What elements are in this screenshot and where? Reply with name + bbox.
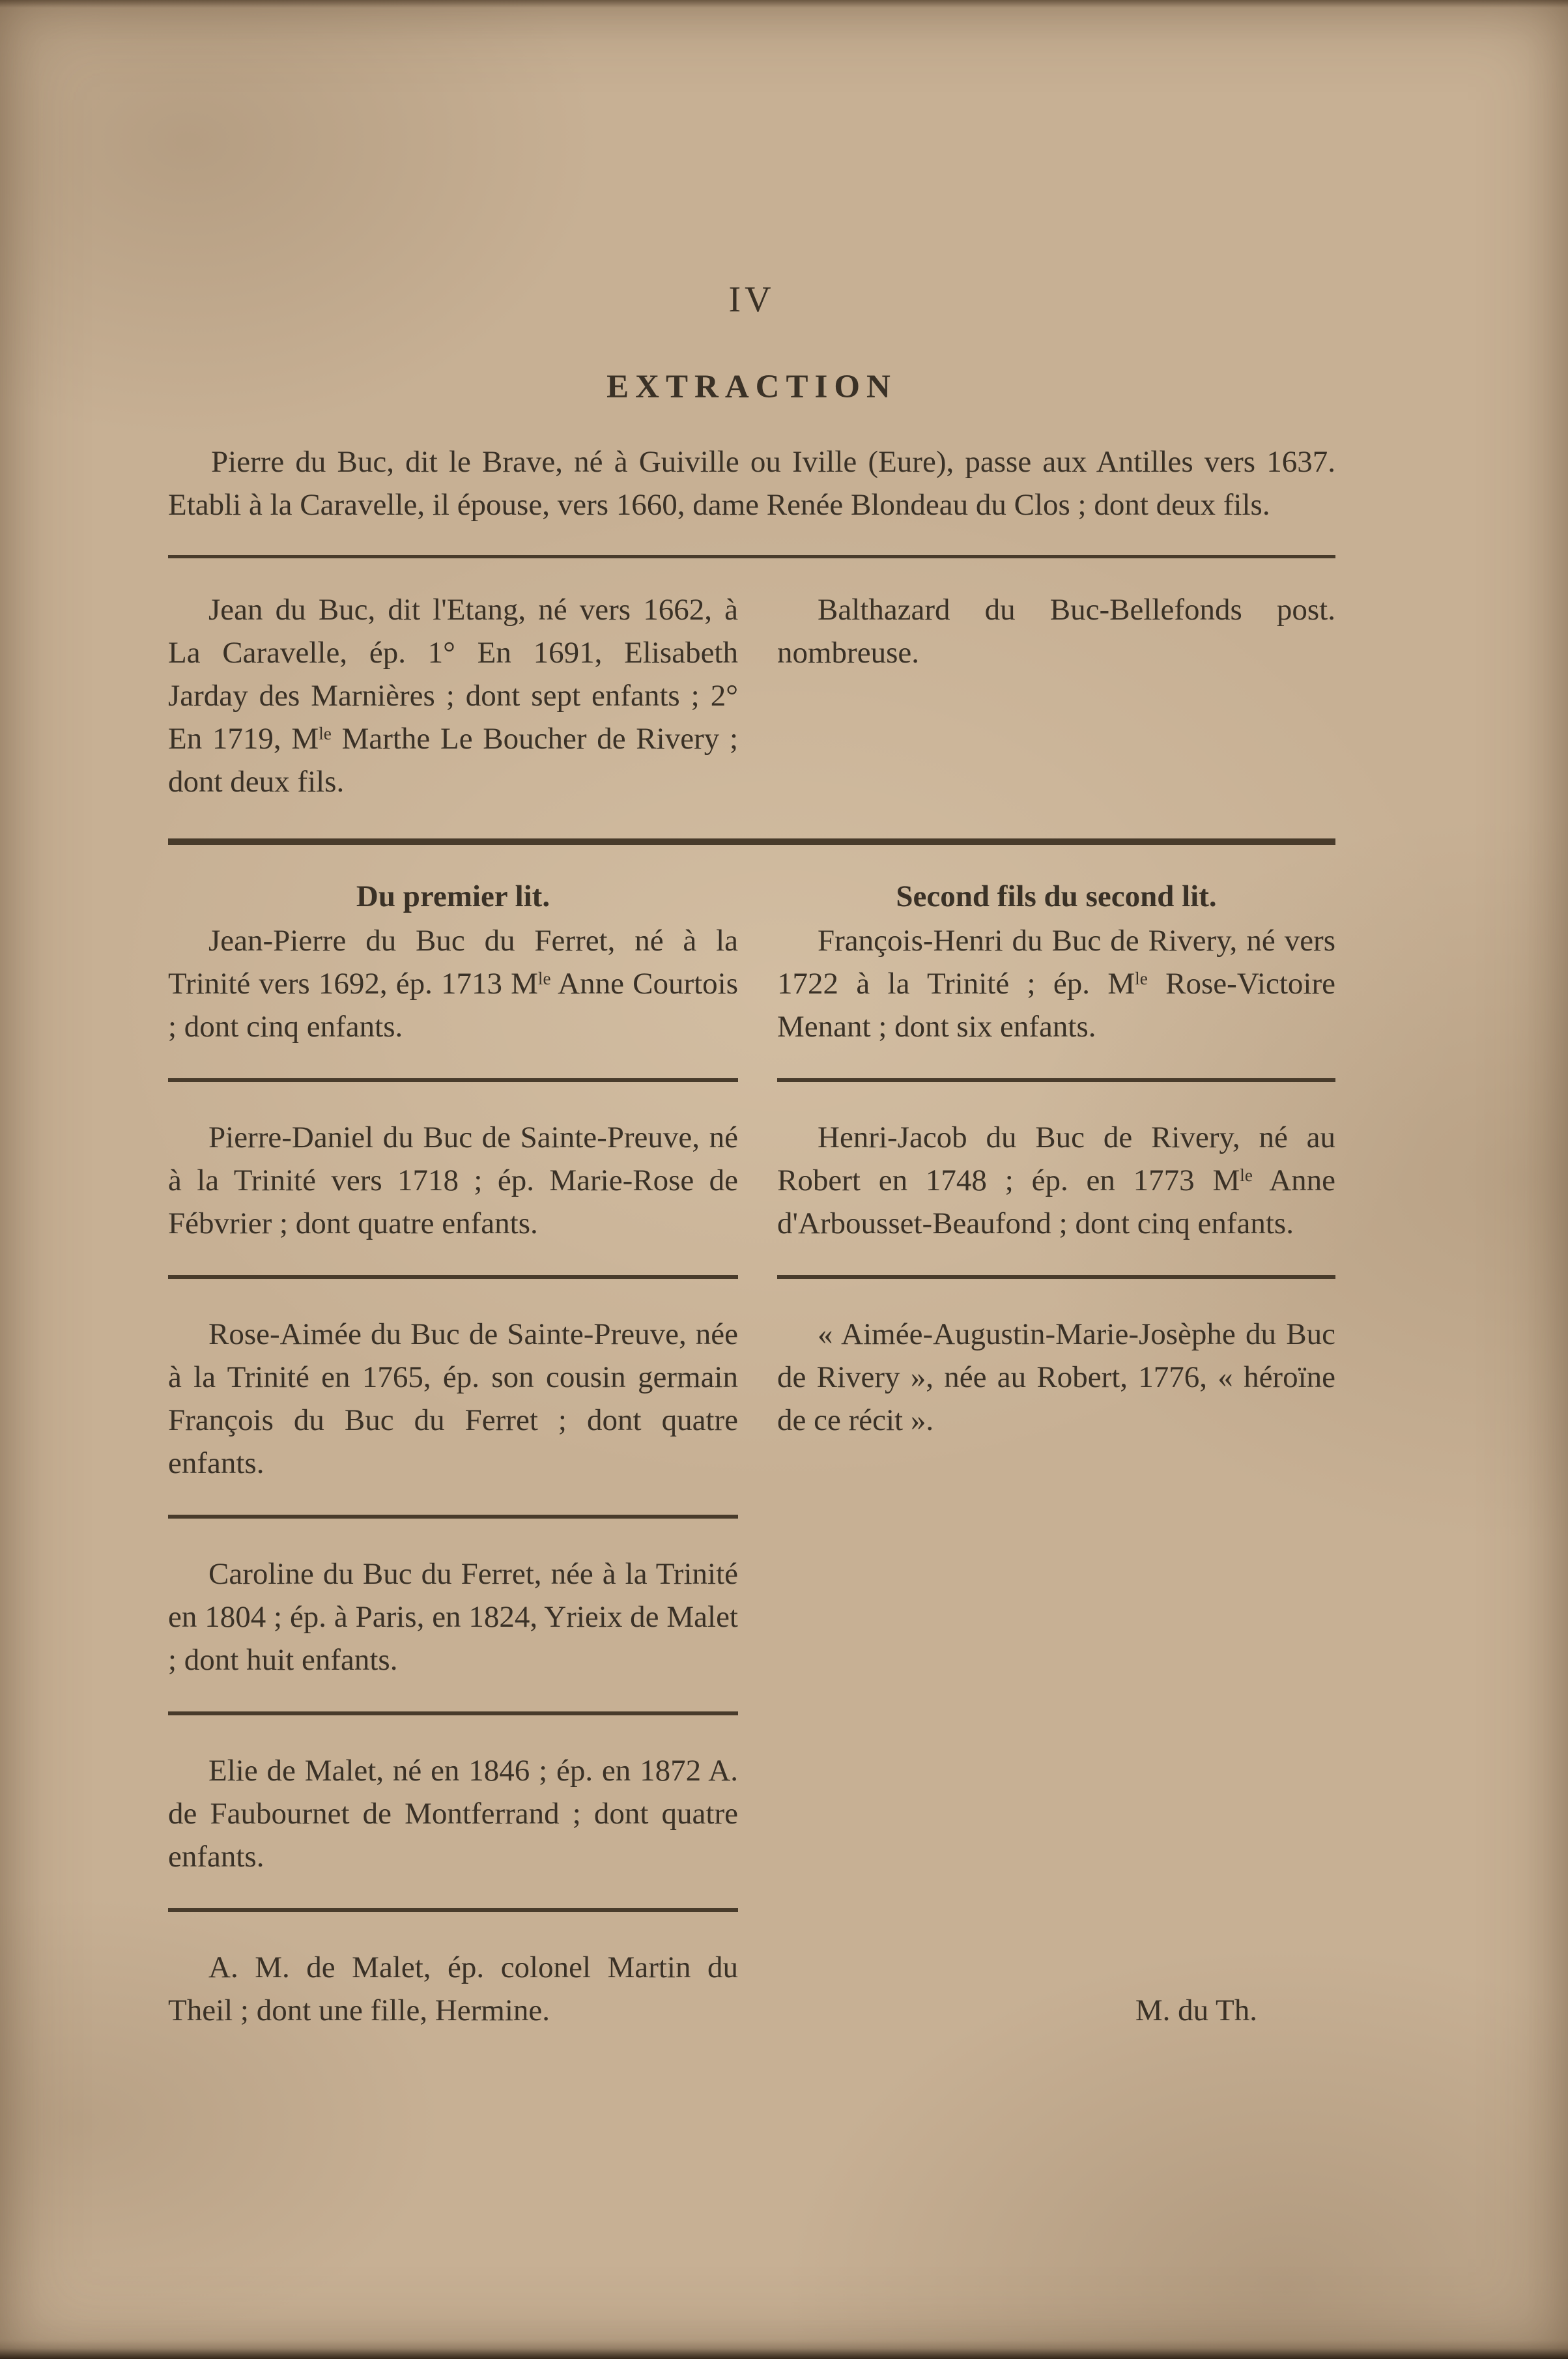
- genealogy-table: [168, 876, 1335, 2032]
- double-divider: [168, 838, 1335, 845]
- entry-rose-aimee: Rose-Aimée du Buc de Sainte-Preuve, née à la Trinité en 1765, ép. son cousin germain François du Buc du Ferret ; dont quatre enfants.: [168, 1317, 738, 1480]
- generation-1-left-cell: [168, 588, 738, 803]
- entry-henri-jacob: Henri-Jacob du Buc de Rivery, né au Robert en 1748 ; ép. en 1773 $M^{le}$ Anne d'Arbousset-Beaufond ; dont cinq enfants.: [777, 1121, 1335, 1240]
- page-title: EXTRACTION: [606, 369, 897, 405]
- generation-1-right-cell: [777, 588, 1335, 803]
- first-marriage-cell: [168, 876, 738, 1082]
- caroline-cell: [168, 1552, 738, 1715]
- signature-cell: [777, 1946, 1335, 2032]
- entry-caroline: Caroline du Buc du Ferret, née à la Trinité en 1804 ; ép. à Paris, en 1824, Yrieix de Malet ; dont huit enfants.: [168, 1557, 738, 1677]
- entry-francois-henri: François-Henri du Buc de Rivery, né vers 1722 à la Trinité ; ép. $M^{le}$ Rose-Victoire Menant ; dont six enfants.: [777, 924, 1335, 1044]
- empty-cell: [777, 1552, 1335, 1715]
- a-m-de-malet-cell: [168, 1946, 738, 2032]
- page-bottom-edge: [0, 2339, 1568, 2359]
- henri-jacob-cell: [777, 1116, 1335, 1279]
- elie-cell: [168, 1749, 738, 1912]
- column-divider: [168, 1078, 738, 1082]
- entry-jean-pierre: Jean-Pierre du Buc du Ferret, né à la Trinité vers 1692, ép. 1713 $M^{le}$ Anne Courtois ; dont cinq enfants.: [168, 924, 738, 1044]
- entry-jean-du-buc: Jean du Buc, dit l'Etang, né vers 1662, à La Caravelle, ép. 1° En 1691, Elisabeth Jarday des Marnières ; dont sept enfants ; 2° En 1719, $M^{le}$ Marthe Le Boucher de Rivery ; dont deux fils.: [168, 593, 738, 799]
- column-divider: [168, 1515, 738, 1519]
- entry-aimee-heroine: « Aimée-Augustin-Marie-Josèphe du Buc de Rivery », née au Robert, 1776, « héroïne de ce récit ».: [777, 1317, 1335, 1437]
- pierre-daniel-cell: [168, 1116, 738, 1279]
- divider: [168, 555, 1335, 558]
- generation-1-row: [168, 588, 1335, 803]
- entry-balthazard: Balthazard du Buc-Bellefonds post. nombreuse.: [777, 593, 1335, 670]
- entry-elie: Elie de Malet, né en 1846 ; ép. en 1872 A. de Faubournet de Montferrand ; dont quatre enfants.: [168, 1754, 738, 1874]
- heading-first-marriage: Du premier lit.: [356, 879, 550, 913]
- rose-aimee-cell: [168, 1313, 738, 1519]
- entry-pierre-daniel: Pierre-Daniel du Buc de Sainte-Preuve, né à la Trinité vers 1718 ; ép. Marie-Rose de Fébvrier ; dont quatre enfants.: [168, 1121, 738, 1240]
- entry-a-m-de-malet: A. M. de Malet, ép. colonel Martin du Theil ; dont une fille, Hermine.: [168, 1951, 738, 2027]
- page-number: IV: [728, 279, 775, 320]
- column-divider: [168, 1711, 738, 1715]
- second-son-cell: [777, 876, 1335, 1082]
- column-divider: [168, 1908, 738, 1912]
- heading-second-son: Second fils du second lit.: [896, 879, 1217, 913]
- aimee-heroine-cell: [777, 1313, 1335, 1519]
- intro-paragraph: Pierre du Buc, dit le Brave, né à Guiville ou Iville (Eure), passe aux Antilles vers 1637. Etabli à la Caravelle, il épouse, vers 1660, dame Renée Blondeau du Clos ; dont deux fils.: [168, 445, 1335, 522]
- empty-cell: [777, 1749, 1335, 1912]
- column-divider: [777, 1078, 1335, 1082]
- column-divider: [168, 1275, 738, 1279]
- author-signature: M. du Th.: [1135, 1994, 1257, 2027]
- column-divider: [777, 1275, 1335, 1279]
- page-content: [168, 0, 1335, 2032]
